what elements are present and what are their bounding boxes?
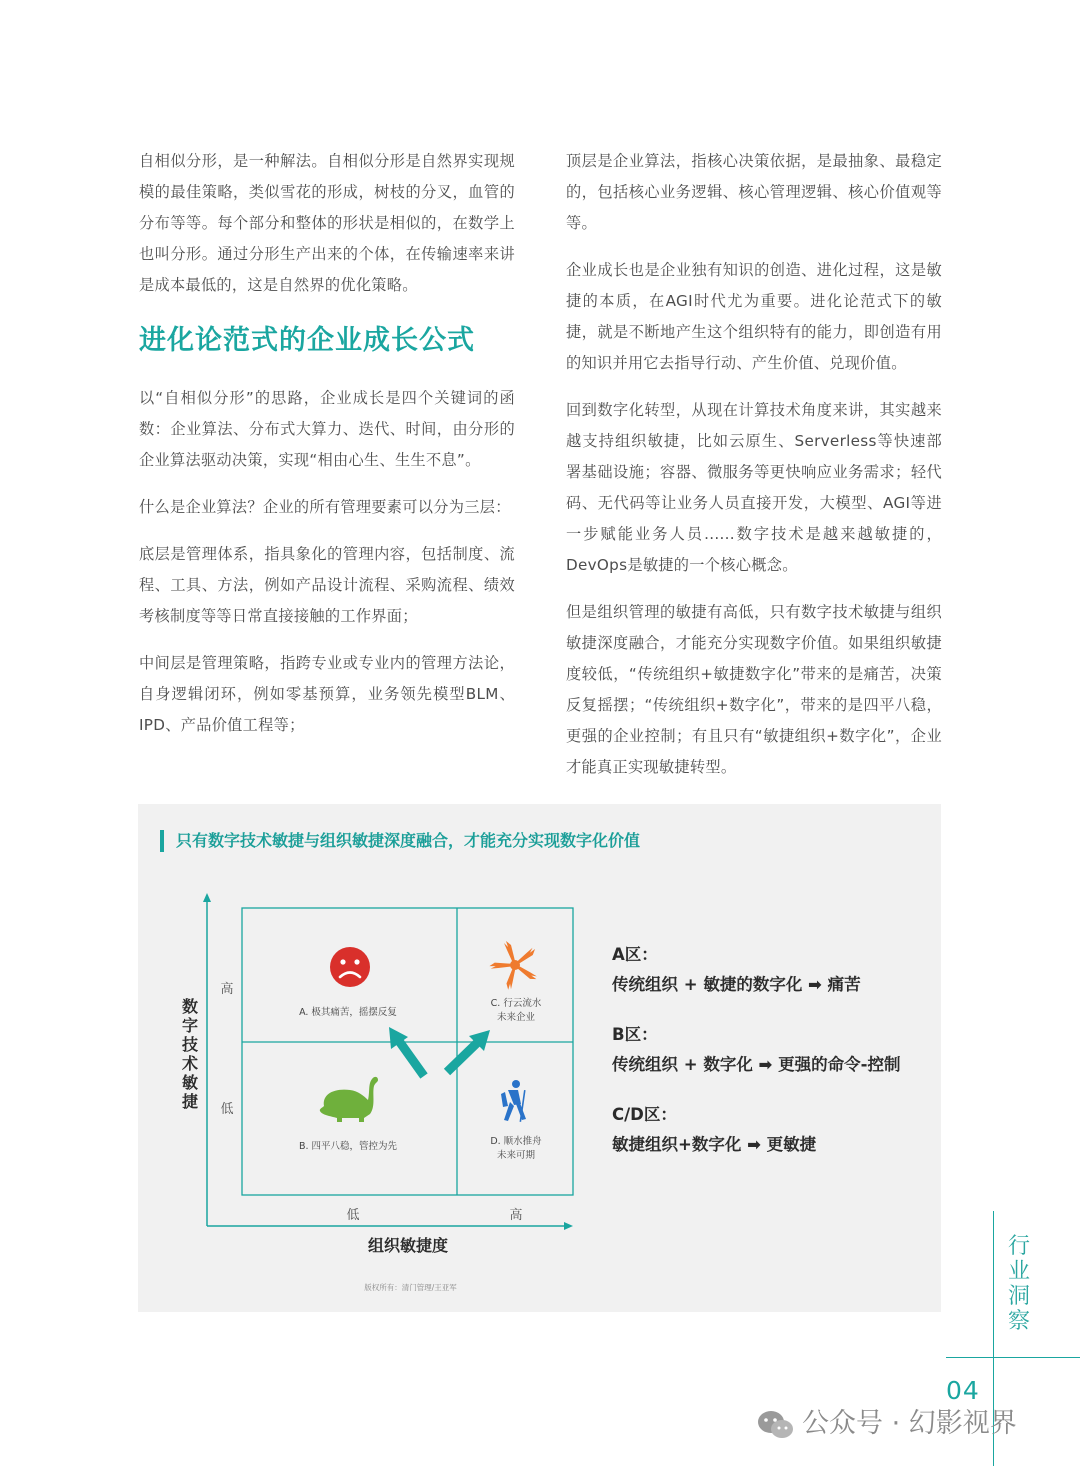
side-divider-horizontal (946, 1357, 1080, 1358)
figure-title: 只有数字技术敏捷与组织敏捷深度融合，才能充分实现数字化价值 (160, 830, 640, 852)
page-number: 04 (946, 1376, 980, 1405)
copyright-note: 版权所有：清门管理/王亚军 (364, 1283, 457, 1292)
left-paragraph-4: 底层是管理体系，指具象化的管理内容，包括制度、流程、工具、方法，例如产品设计流程、采购流程、绩效考核制度等等日常直接接触的工作界面； (139, 545, 515, 625)
left-column (139, 146, 515, 757)
legend-item-a-head: A区： (612, 945, 658, 964)
x-axis-arrow (564, 1222, 573, 1230)
legend-item-cd-desc: 敏捷组织+数字化 ➡ 更敏捷 (612, 1135, 817, 1154)
watermark-text: 公众号 · 幻影视界 (802, 1408, 1017, 1439)
hiker-icon (501, 1080, 526, 1122)
y-axis-arrow (203, 893, 211, 902)
section-heading: 进化论范式的企业成长公式 (139, 325, 475, 356)
left-paragraph-3: 什么是企业算法？企业的所有管理要素可以分为三层： (139, 498, 511, 516)
right-paragraph-1: 顶层是企业算法，指核心决策依据，是最抽象、最稳定的，包括核心业务逻辑、核心管理逻辑、核心价值观等等。 (566, 152, 942, 232)
x-axis-title: 组织敏捷度 (367, 1236, 449, 1255)
right-paragraph-2: 企业成长也是企业独有知识的创造、进化过程，这是敏捷的本质，在AGI时代尤为重要。进化论范式下的敏捷，就是不断地产生这个组织特有的能力，即创造有用的知识并用它去指导行动、产生价值、兑现价值。 (566, 261, 942, 372)
right-column (566, 146, 942, 799)
quadrant-c-label-line2: 未来企业 (496, 1012, 536, 1023)
y-high-label: 高 (220, 982, 234, 997)
dinosaur-icon (320, 1077, 378, 1122)
legend (612, 942, 932, 1182)
legend-item-b-desc: 传统组织 + 数字化 ➡ 更强的命令-控制 (612, 1055, 901, 1074)
legend-item-b (612, 1022, 932, 1078)
legend-item-b-head: B区： (612, 1025, 658, 1044)
arrow-b-to-a-icon (389, 1027, 424, 1076)
quadrant-figure (138, 804, 941, 1312)
quadrant-a-label: A. 极其痛苦，摇摆反复 (299, 1007, 397, 1018)
left-paragraph-5: 中间层是管理策略，指跨专业或专业内的管理方法论，自身逻辑闭环，例如零基预算，业务领先模型BLM、IPD、产品价值工程等； (139, 654, 515, 734)
left-paragraph-1: 自相似分形，是一种解法。自相似分形是自然界实现规模的最佳策略，类似雪花的形成，树枝的分叉，血管的分布等等。每个部分和整体的形状是相似的，在数学上也叫分形。通过分形生产出来的个体，在传输速率来讲是成本最低的，这是自然界的优化策略。 (139, 152, 515, 294)
arrow-b-to-c-icon (447, 1030, 490, 1072)
section-side-label: 行 业 洞 察 (1007, 1234, 1030, 1334)
sad-face-icon (330, 947, 370, 987)
quadrant-c-label-line1: C. 行云流水 (490, 998, 542, 1009)
legend-item-cd (612, 1102, 932, 1158)
left-paragraph-2: 以“自相似分形”的思路，企业成长是四个关键词的函数：企业算法、分布式大算力、迭代、时间，由分形的企业算法驱动决策，实现“相由心生、生生不息”。 (139, 389, 515, 469)
right-paragraph-4: 但是组织管理的敏捷有高低，只有数字技术敏捷与组织敏捷深度融合，才能充分实现数字价值。如果组织敏捷度较低，“传统组织+敏捷数字化”带来的是痛苦，决策反复摇摆；“传统组织+数字化”，带来的是四平八稳，更强的企业控制；有且只有“敏捷组织+数字化”，企业才能真正实现敏捷转型。 (566, 603, 942, 776)
watermark (756, 1402, 1017, 1446)
x-low-label: 低 (346, 1208, 360, 1223)
legend-item-a (612, 942, 932, 998)
y-axis-title: 数字技术敏捷 (181, 997, 199, 1111)
y-low-label: 低 (220, 1102, 234, 1117)
quadrant-d-label-line1: D. 顺水推舟 (490, 1136, 542, 1147)
legend-item-cd-head: C/D区： (612, 1105, 677, 1124)
quadrant-b-label: B. 四平八稳，管控为先 (298, 1141, 398, 1152)
x-high-label: 高 (509, 1208, 523, 1223)
wechat-icon (756, 1408, 796, 1442)
legend-item-a-desc: 传统组织 + 敏捷的数字化 ➡ 痛苦 (612, 975, 861, 994)
right-paragraph-3: 回到数字化转型，从现在计算技术角度来讲，其实越来越支持组织敏捷，比如云原生、Serverless等快速部署基础设施；容器、微服务等更快响应业务需求；轻代码、无代码等让业务人员直接开发，大模型、AGI等进一步赋能业务人员......数字技术是越来越敏捷的，DevOps是敏捷的一个核心概念。 (566, 401, 942, 574)
quadrant-d-label-line2: 未来可期 (496, 1150, 536, 1161)
teamwork-hands-icon (489, 941, 538, 991)
